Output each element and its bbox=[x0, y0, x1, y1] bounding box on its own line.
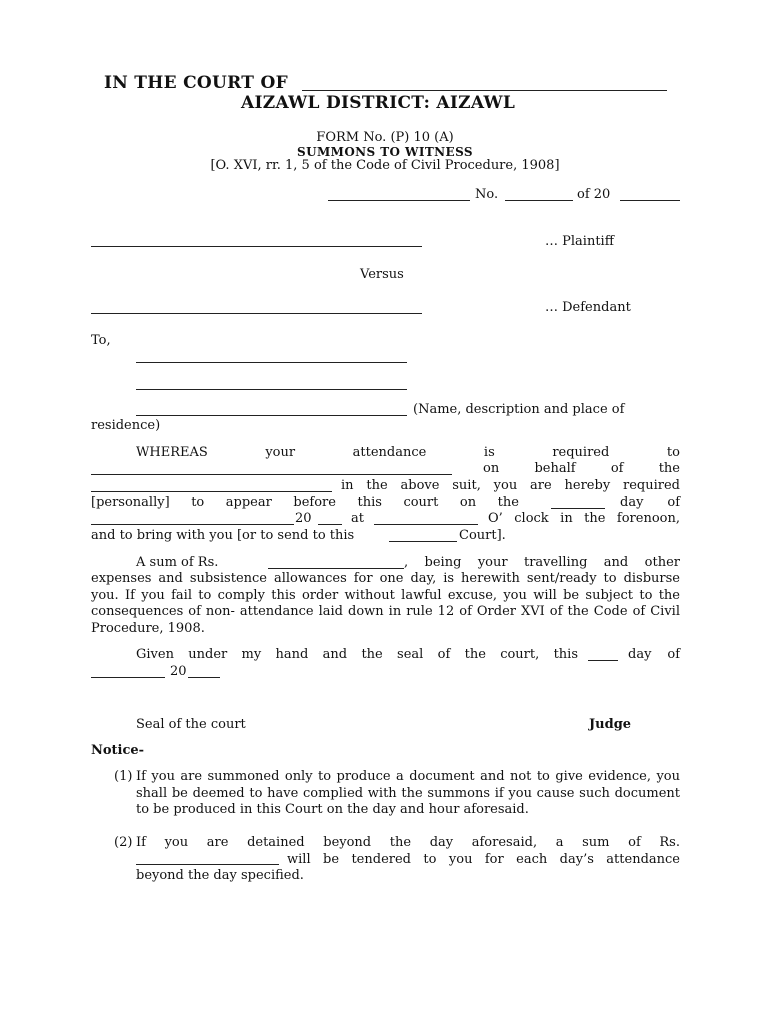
addressee-hint: (Name, description and place of bbox=[413, 402, 625, 417]
court-name-blank bbox=[302, 90, 667, 91]
notice-2-line-b: will be tendered to you for each day’s attendance bbox=[287, 852, 680, 867]
bring-with-text: and to bring with you [or to send to this bbox=[91, 528, 355, 543]
notice-1-number: (1) bbox=[114, 769, 133, 784]
addressee-line-3 bbox=[136, 415, 407, 416]
notice-2-line-c: beyond the day specified. bbox=[136, 868, 304, 883]
appearance-time-blank bbox=[374, 524, 478, 525]
given-day-of: day of bbox=[628, 647, 680, 662]
notice-2-number: (2) bbox=[114, 835, 133, 850]
notice-1-text: If you are summoned only to produce a document and not to give evidence, you shall be deemed to have complied with the summons if you cause such document to be produced in this Court on the day and hour aforesaid. bbox=[136, 769, 680, 817]
notice-2-line-a: If you are detained beyond the day aforesaid, a sum of Rs. bbox=[136, 835, 680, 850]
oclock-text: O’ clock in the forenoon, bbox=[488, 511, 680, 526]
form-title: SUMMONS TO WITNESS bbox=[297, 145, 473, 159]
district-heading: AIZAWL DISTRICT: AIZAWL bbox=[241, 93, 516, 113]
party-on-behalf-blank bbox=[91, 474, 452, 475]
form-reference: [O. XVI, rr. 1, 5 of the Code of Civil Procedure, 1908] bbox=[210, 158, 560, 173]
day-of-label: day of bbox=[620, 495, 680, 510]
sum-paragraph: expenses and subsistence allowances for one day, is herewith sent/ready to disburse you. If you fail to comply this order without lawful excuse, you will be subject to the consequences of non- attendance laid down in rule 12 of Order XVI of the Code of Civil Procedure, 1908. bbox=[91, 571, 680, 636]
bring-suffix: Court]. bbox=[459, 528, 506, 543]
whereas-line: WHEREAS your attendance is required to bbox=[136, 445, 680, 460]
court-send-blank bbox=[389, 541, 457, 542]
case-of-label: of 20 bbox=[577, 187, 611, 202]
given-under-text: Given under my hand and the seal of the court, this bbox=[136, 647, 578, 662]
court-prefix: IN THE COURT OF bbox=[104, 73, 288, 93]
plaintiff-label: … Plaintiff bbox=[545, 234, 614, 249]
case-no-label: No. bbox=[475, 187, 499, 202]
sum-suffix: , being your travelling and other bbox=[404, 555, 680, 570]
judge-label: Judge bbox=[589, 717, 632, 732]
given-twenty: 20 bbox=[170, 664, 187, 679]
notice-heading: Notice- bbox=[91, 743, 145, 758]
defendant-name-blank bbox=[91, 313, 422, 314]
case-number-blank bbox=[505, 200, 573, 201]
notice-2-amount-blank bbox=[136, 864, 279, 865]
form-number: FORM No. (P) 10 (A) bbox=[316, 130, 454, 145]
case-year-blank bbox=[620, 200, 680, 201]
addressee-line-1 bbox=[136, 362, 407, 363]
plaintiff-name-blank bbox=[91, 246, 422, 247]
on-behalf-line: on behalf of the bbox=[483, 461, 680, 476]
to-label: To, bbox=[91, 333, 111, 348]
court-heading bbox=[104, 73, 288, 93]
appearance-month-blank bbox=[91, 524, 294, 525]
sum-prefix: A sum of Rs. bbox=[136, 555, 219, 570]
case-type-blank bbox=[328, 200, 470, 201]
appearance-day-blank bbox=[551, 508, 605, 509]
given-day-blank bbox=[588, 660, 618, 661]
appearance-year-blank bbox=[318, 524, 342, 525]
at-label: at bbox=[351, 511, 364, 526]
given-month-blank bbox=[91, 677, 165, 678]
appear-line: [personally] to appear before this court on the bbox=[91, 495, 519, 510]
year-twenty: 20 bbox=[295, 511, 312, 526]
defendant-label: … Defendant bbox=[545, 300, 631, 315]
above-suit-text: in the above suit, you are hereby required bbox=[341, 478, 680, 493]
suit-party-blank bbox=[91, 491, 332, 492]
versus-label: Versus bbox=[360, 267, 404, 282]
seal-label: Seal of the court bbox=[136, 717, 246, 732]
sum-amount-blank bbox=[268, 568, 404, 569]
addressee-residence: residence) bbox=[91, 418, 161, 433]
addressee-line-2 bbox=[136, 389, 407, 390]
given-year-blank bbox=[188, 677, 220, 678]
